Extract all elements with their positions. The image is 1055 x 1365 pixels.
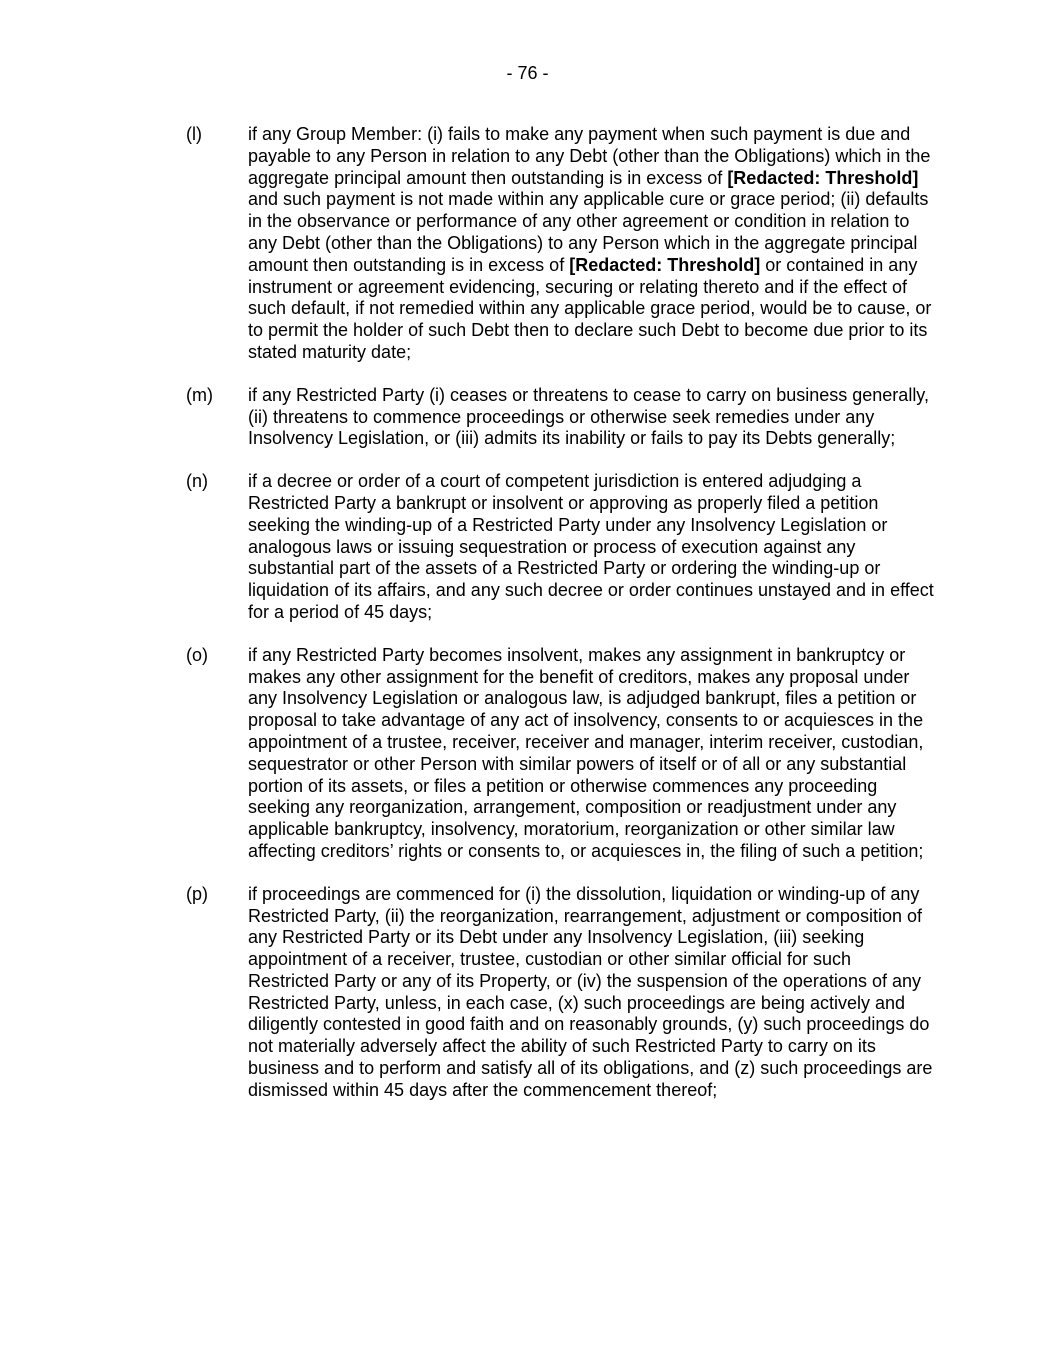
clause-text-segment: if any Restricted Party (i) ceases or threatens to cease to carry on business generally, (ii) threatens to commence proceedings or otherwise seek remedies under any Insolvency Legislation, or (iii) admits its inability or fails to pay its Debts generally; (248, 384, 929, 449)
page-number: - 76 - (506, 63, 549, 83)
clause-text-segment: if any Restricted Party becomes insolvent, makes any assignment in bankruptcy or makes any other assignment for the benefit of creditors, makes any proposal under any Insolvency Legislation or analogous law, is adjudged bankrupt, files a petition or proposal to take advantage of any act of insolvency, consents to or acquiesces in the appointment of a trustee, receiver, receiver and manager, interim receiver, custodian, sequestrator or other Person with similar powers of itself or of all or any substantial portion of its assets, or files a petition or otherwise commences any proceeding seeking any reorganization, arrangement, composition or readjustment under any applicable bankruptcy, insolvency, moratorium, reorganization or other similar law affecting creditors’ rights or consents to, or acquiesces in, the filing of such a petition; (248, 644, 924, 861)
clause-label: (n) (186, 471, 208, 492)
clause-list (186, 124, 936, 1123)
clause-text-segment: if any Group Member: (i) fails to make any payment when such payment is due and payable to any Person in relation to any Debt (other than the Obligations) which in the aggregate principal amount then outstanding is in excess of (248, 124, 931, 188)
clause-text-segment: and such payment is not made within any applicable cure or grace period; (ii) defaults in the observance or performance of any other agreement or condition in relation to any Debt (other than the Obligations) to any Person which in the aggregate principal amount then outstanding is in excess of (248, 189, 929, 275)
clause-label: (l) (186, 124, 202, 144)
clause-text (248, 124, 936, 364)
clause-label: (m) (186, 384, 213, 405)
clause-o (186, 645, 936, 863)
redacted-threshold: [Redacted: Threshold] (569, 254, 761, 275)
clause-m (186, 385, 936, 450)
clause-l (186, 124, 936, 364)
clause-text (248, 471, 936, 624)
clause-n (186, 471, 936, 624)
clause-text-segment: if proceedings are commenced for (i) the dissolution, liquidation or winding-up of any Restricted Party, (ii) the reorganization, rearrangement, adjustment or composition of any Restricted Party or its Debt under any Insolvency Legislation, (iii) seeking appointment of a receiver, trustee, custodian or other similar official for such Restricted Party or any of its Property, or (iv) the suspension of the operations of any Restricted Party, unless, in each case, (x) such proceedings are being actively and diligently contested in good faith and on reasonably grounds, (y) such proceedings do not materially adversely affect the ability of such Restricted Party to carry on its business and to perform and satisfy all of its obligations, and (z) such proceedings are dismissed within 45 days after the commencement thereof; (248, 883, 933, 1100)
clause-text-segment: if a decree or order of a court of competent jurisdiction is entered adjudging a Restricted Party a bankrupt or insolvent or approving as properly filed a petition seeking the winding-up of a Restricted Party under any Insolvency Legislation or analogous laws or issuing sequestration or process of execution against any substantial part of the assets of a Restricted Party or ordering the winding-up or liquidation of its affairs, and any such decree or order continues unstayed and in effect for a period of 45 days; (248, 471, 934, 622)
clause-label: (o) (186, 644, 208, 665)
clause-text (248, 645, 936, 863)
clause-text-segment: or contained in any instrument or agreement evidencing, securing or relating thereto and if the effect of such default, if not remedied within any applicable grace period, would be to cause, or to permit the holder of such Debt then to declare such Debt to become due prior to its stated maturity date; (248, 254, 932, 362)
redacted-threshold: [Redacted: Threshold] (727, 167, 919, 188)
clause-text (248, 884, 936, 1102)
clause-label: (p) (186, 883, 208, 904)
clause-text (248, 385, 936, 450)
clause-p (186, 884, 936, 1102)
